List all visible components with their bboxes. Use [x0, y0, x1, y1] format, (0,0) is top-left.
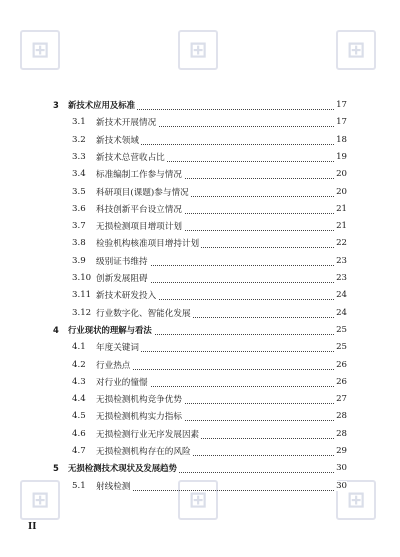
- toc-entry-title: 新技术领域: [96, 135, 139, 146]
- toc-entry-number: 3.7: [72, 221, 86, 232]
- toc-section-row[interactable]: [0, 201, 400, 217]
- toc-entry-page: 23: [336, 273, 347, 283]
- toc-entry-title: 无损检测机构竞争优势: [96, 395, 182, 406]
- toc-section-row[interactable]: [0, 443, 400, 459]
- toc-entry-page: 27: [336, 394, 347, 405]
- watermark-logo: ⊞: [336, 480, 376, 520]
- toc-entry-page: 30: [336, 463, 347, 474]
- toc-entry-number: 3.9: [72, 255, 86, 266]
- toc-chapter-row[interactable]: [0, 322, 400, 338]
- toc-section-row[interactable]: [0, 253, 400, 269]
- toc-entry-title: 射线检测: [96, 481, 131, 492]
- toc-section-row[interactable]: [0, 235, 400, 251]
- toc-entry-title: 标准编制工作参与情况: [96, 170, 182, 181]
- toc-entry-number: 5: [53, 463, 59, 474]
- toc-section-row[interactable]: [0, 339, 400, 355]
- toc-entry-number: 3.4: [72, 169, 86, 180]
- toc-entry-title: 无损检测技术现状及发展趋势: [68, 463, 177, 474]
- toc-entry-page: 26: [336, 376, 347, 387]
- page-number: II: [28, 522, 37, 532]
- toc-section-row[interactable]: [0, 408, 400, 424]
- toc-entry-page: 28: [336, 411, 347, 422]
- toc-section-row[interactable]: [0, 391, 400, 407]
- toc-entry-page: 26: [336, 359, 347, 370]
- toc-entry-title: 行业现状的理解与看法: [68, 324, 152, 335]
- toc-entry-number: 3.2: [72, 134, 86, 145]
- toc-entry-number: 4.2: [72, 359, 86, 370]
- toc-entry-title: 新技术研发投入: [96, 291, 157, 302]
- toc-section-row[interactable]: [0, 426, 400, 442]
- toc-entry-title: 无损检测行业无序发展因素: [96, 429, 200, 440]
- toc-entry-title: 无损检测机构存在的风险: [96, 447, 191, 457]
- toc-entry-number: 3.11: [72, 290, 92, 301]
- watermark-logo: ⊞: [178, 480, 218, 520]
- toc-entry-number: 3.8: [72, 238, 86, 249]
- toc-entry-number: 4.7: [72, 446, 86, 456]
- toc-entry-number: 4.4: [72, 394, 86, 405]
- toc-entry-title: 对行业的憧憬: [96, 377, 148, 388]
- toc-section-row[interactable]: [0, 184, 400, 200]
- toc-entry-title: 检验机构核准项目增持计划: [96, 239, 200, 250]
- toc-entry-title: 新技术总营收占比: [96, 152, 165, 163]
- toc-entry-number: 4.6: [72, 428, 86, 439]
- toc-entry-title: 年度关键词: [96, 343, 139, 354]
- toc-entry-number: 4.1: [72, 342, 86, 353]
- toc-section-row[interactable]: [0, 132, 400, 148]
- toc-entry-title: 科技创新平台设立情况: [96, 204, 182, 215]
- toc-entry-page: 23: [336, 255, 347, 266]
- toc-entry-page: 22: [336, 238, 347, 249]
- toc-entry-title: 行业热点: [96, 360, 131, 371]
- toc-section-row[interactable]: [0, 478, 400, 494]
- toc-section-row[interactable]: [0, 270, 400, 286]
- watermark-logo: ⊞: [20, 30, 60, 70]
- toc-entry-page: 17: [336, 100, 347, 110]
- toc-section-row[interactable]: [0, 149, 400, 165]
- toc-chapter-row[interactable]: [0, 460, 400, 476]
- toc-section-row[interactable]: [0, 305, 400, 321]
- toc-section-row[interactable]: [0, 114, 400, 130]
- toc-entry-title: 无损检测项目增项计划: [96, 222, 182, 233]
- toc-entry-title: 行业数字化、智能化发展: [96, 308, 191, 319]
- toc-entry-title: 创新发展阻碍: [96, 274, 148, 284]
- toc-leader-dots: [96, 489, 340, 491]
- toc-entry-number: 3.3: [72, 151, 86, 162]
- watermark-logo: ⊞: [20, 480, 60, 520]
- toc-entry-number: 3.5: [72, 186, 86, 197]
- toc-section-row[interactable]: [0, 218, 400, 234]
- toc-entry-page: 21: [336, 221, 347, 232]
- toc-entry-page: 19: [336, 151, 347, 162]
- toc-section-row[interactable]: [0, 287, 400, 303]
- toc-entry-page: 20: [336, 186, 347, 197]
- toc-entry-page: 25: [336, 342, 347, 353]
- toc-chapter-row[interactable]: [0, 97, 400, 113]
- toc-entry-title: 无损检测机构实力指标: [96, 412, 182, 423]
- toc-entry-number: 3.10: [72, 273, 92, 283]
- toc-entry-page: 18: [336, 134, 347, 145]
- toc-entry-number: 3: [53, 100, 59, 110]
- toc-entry-page: 17: [336, 117, 347, 128]
- toc-section-row[interactable]: [0, 357, 400, 373]
- toc-entry-title: 级别证书维持: [96, 256, 148, 267]
- toc-entry-number: 3.6: [72, 203, 86, 214]
- toc-entry-number: 3.12: [72, 307, 92, 318]
- toc-entry-number: 5.1: [72, 480, 86, 491]
- toc-entry-page: 30: [336, 480, 347, 491]
- toc-entry-page: 25: [336, 324, 347, 335]
- toc-entry-title: 新技术开展情况: [96, 118, 157, 129]
- toc-entry-page: 28: [336, 428, 347, 439]
- toc-entry-page: 29: [336, 446, 347, 456]
- toc-entry-title: 科研项目(课题)参与情况: [96, 187, 189, 198]
- toc-entry-number: 3.1: [72, 117, 86, 128]
- toc-entry-number: 4.5: [72, 411, 86, 422]
- toc-entry-number: 4.3: [72, 376, 86, 387]
- toc-entry-page: 24: [336, 307, 347, 318]
- toc-section-row[interactable]: [0, 166, 400, 182]
- watermark-logo: ⊞: [178, 30, 218, 70]
- toc-entry-title: 新技术应用及标准: [68, 100, 135, 110]
- toc-section-row[interactable]: [0, 374, 400, 390]
- toc-entry-page: 21: [336, 203, 347, 214]
- toc-entry-page: 24: [336, 290, 347, 301]
- toc-leader-dots: [96, 368, 340, 370]
- watermark-logo: ⊞: [336, 30, 376, 70]
- toc-entry-number: 4: [53, 324, 59, 335]
- toc-entry-page: 20: [336, 169, 347, 180]
